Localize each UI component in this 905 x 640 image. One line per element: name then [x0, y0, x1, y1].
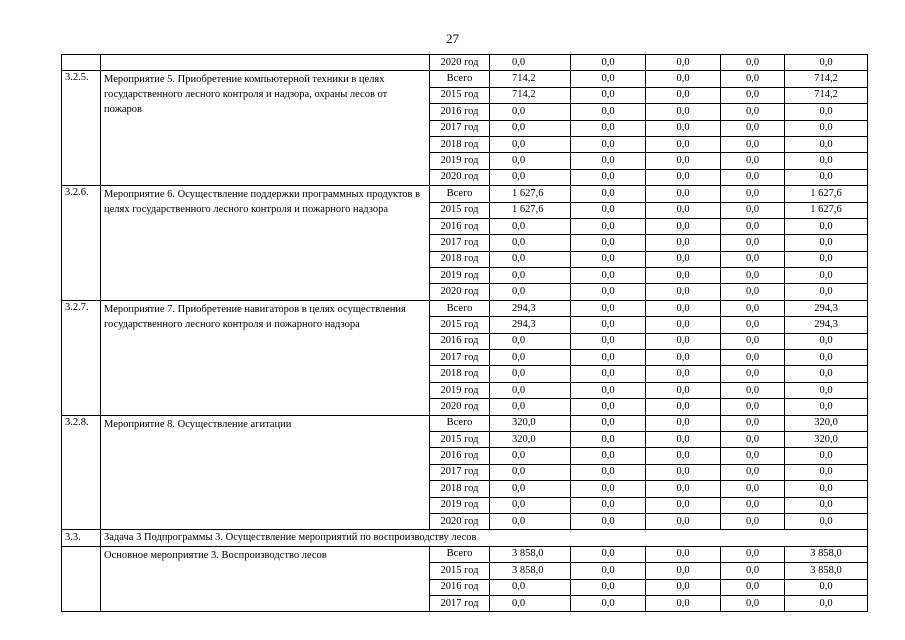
- value-cell: 0,0: [785, 464, 868, 480]
- code-cell: 3.2.7.: [62, 300, 101, 415]
- value-cell: 0,0: [785, 399, 868, 415]
- year-cell: 2017 год: [430, 235, 490, 251]
- value-cell: 0,0: [571, 268, 646, 284]
- value-cell: 294,3: [785, 317, 868, 333]
- value-cell: 0,0: [571, 431, 646, 447]
- table-row: [62, 186, 868, 202]
- value-cell: 0,0: [646, 300, 721, 316]
- value-cell: 0,0: [646, 235, 721, 251]
- value-cell: 0,0: [721, 481, 785, 497]
- value-cell: 0,0: [571, 399, 646, 415]
- value-cell: 0,0: [571, 350, 646, 366]
- year-cell: 2015 год: [430, 431, 490, 447]
- value-cell: 0,0: [646, 431, 721, 447]
- value-cell: 320,0: [785, 415, 868, 431]
- value-cell: 0,0: [721, 497, 785, 513]
- year-cell: 2017 год: [430, 350, 490, 366]
- year-cell: 2015 год: [430, 317, 490, 333]
- year-cell: 2020 год: [430, 169, 490, 185]
- value-cell: 0,0: [785, 55, 868, 71]
- value-cell: 0,0: [721, 350, 785, 366]
- value-cell: 0,0: [721, 87, 785, 103]
- value-cell: 0,0: [785, 382, 868, 398]
- value-cell: 0,0: [721, 153, 785, 169]
- value-cell: 0,0: [646, 464, 721, 480]
- value-cell: 0,0: [490, 513, 571, 529]
- value-cell: 1 627,6: [785, 202, 868, 218]
- value-cell: 0,0: [646, 186, 721, 202]
- year-cell: 2015 год: [430, 87, 490, 103]
- value-cell: 0,0: [571, 497, 646, 513]
- description-cell: Мероприятие 6. Осуществление поддержки программных продуктов в целях государственного лесного контроля и пожарного надзора: [101, 186, 430, 301]
- value-cell: 0,0: [571, 333, 646, 349]
- description-cell: Мероприятие 8. Осуществление агитации: [101, 415, 430, 530]
- value-cell: 0,0: [721, 366, 785, 382]
- value-cell: 0,0: [571, 546, 646, 562]
- value-cell: 0,0: [571, 71, 646, 87]
- value-cell: 0,0: [785, 218, 868, 234]
- task-row: [62, 530, 868, 546]
- value-cell: 1 627,6: [490, 202, 571, 218]
- value-cell: 0,0: [571, 382, 646, 398]
- value-cell: 0,0: [785, 481, 868, 497]
- code-cell: 3.2.6.: [62, 186, 101, 301]
- value-cell: 0,0: [721, 300, 785, 316]
- code-cell: 3.2.5.: [62, 71, 101, 186]
- value-cell: 0,0: [785, 448, 868, 464]
- value-cell: 0,0: [721, 333, 785, 349]
- value-cell: 0,0: [646, 268, 721, 284]
- value-cell: 0,0: [721, 579, 785, 595]
- value-cell: 0,0: [571, 464, 646, 480]
- year-cell: 2015 год: [430, 563, 490, 579]
- description-cell: Мероприятие 5. Приобретение компьютерной техники в целях государственного лесного контроля и надзора, охраны лесов от пожаров: [101, 71, 430, 186]
- value-cell: 0,0: [646, 251, 721, 267]
- value-cell: 0,0: [785, 153, 868, 169]
- value-cell: 0,0: [785, 579, 868, 595]
- value-cell: 0,0: [571, 317, 646, 333]
- value-cell: 0,0: [785, 513, 868, 529]
- value-cell: 0,0: [646, 104, 721, 120]
- year-cell: 2020 год: [430, 55, 490, 71]
- value-cell: 0,0: [721, 120, 785, 136]
- year-cell: 2019 год: [430, 382, 490, 398]
- value-cell: 0,0: [721, 235, 785, 251]
- value-cell: 0,0: [646, 350, 721, 366]
- value-cell: 0,0: [571, 153, 646, 169]
- value-cell: 0,0: [721, 218, 785, 234]
- value-cell: 0,0: [490, 595, 571, 611]
- value-cell: 0,0: [571, 563, 646, 579]
- year-cell: 2020 год: [430, 513, 490, 529]
- value-cell: 0,0: [721, 251, 785, 267]
- value-cell: 0,0: [571, 169, 646, 185]
- value-cell: 0,0: [721, 431, 785, 447]
- value-cell: 1 627,6: [490, 186, 571, 202]
- year-cell: 2018 год: [430, 481, 490, 497]
- description-cell: Основное мероприятие 3. Воспроизводство лесов: [101, 546, 430, 612]
- value-cell: 0,0: [785, 120, 868, 136]
- value-cell: 0,0: [490, 120, 571, 136]
- value-cell: 3 858,0: [490, 546, 571, 562]
- value-cell: 0,0: [490, 251, 571, 267]
- value-cell: 0,0: [490, 350, 571, 366]
- value-cell: 0,0: [785, 251, 868, 267]
- description-cell: [101, 55, 430, 71]
- value-cell: 3 858,0: [490, 563, 571, 579]
- table-body: [62, 55, 868, 612]
- value-cell: 0,0: [646, 563, 721, 579]
- value-cell: 0,0: [490, 366, 571, 382]
- value-cell: 0,0: [721, 448, 785, 464]
- table-row: [62, 300, 868, 316]
- year-cell: 2017 год: [430, 464, 490, 480]
- value-cell: 0,0: [721, 382, 785, 398]
- value-cell: 0,0: [490, 153, 571, 169]
- value-cell: 0,0: [721, 268, 785, 284]
- value-cell: 0,0: [721, 136, 785, 152]
- budget-table: [61, 54, 868, 612]
- table-row: [62, 415, 868, 431]
- value-cell: 0,0: [721, 595, 785, 611]
- value-cell: 0,0: [571, 202, 646, 218]
- value-cell: 0,0: [646, 202, 721, 218]
- year-cell: Всего: [430, 546, 490, 562]
- value-cell: 0,0: [490, 169, 571, 185]
- year-cell: 2019 год: [430, 268, 490, 284]
- value-cell: 0,0: [646, 546, 721, 562]
- year-cell: Всего: [430, 186, 490, 202]
- value-cell: 0,0: [571, 218, 646, 234]
- value-cell: 0,0: [571, 235, 646, 251]
- value-cell: 0,0: [571, 448, 646, 464]
- value-cell: 0,0: [721, 169, 785, 185]
- year-cell: 2020 год: [430, 284, 490, 300]
- value-cell: 0,0: [571, 136, 646, 152]
- value-cell: 0,0: [721, 399, 785, 415]
- year-cell: 2016 год: [430, 104, 490, 120]
- table-row: [62, 546, 868, 562]
- table-row: [62, 71, 868, 87]
- value-cell: 0,0: [490, 268, 571, 284]
- page-number: 27: [446, 31, 459, 46]
- value-cell: 0,0: [646, 317, 721, 333]
- value-cell: 0,0: [571, 481, 646, 497]
- value-cell: 714,2: [785, 71, 868, 87]
- value-cell: 0,0: [646, 497, 721, 513]
- value-cell: 0,0: [785, 136, 868, 152]
- value-cell: 0,0: [571, 186, 646, 202]
- year-cell: 2015 год: [430, 202, 490, 218]
- value-cell: 0,0: [646, 415, 721, 431]
- value-cell: 0,0: [646, 153, 721, 169]
- value-cell: 0,0: [490, 579, 571, 595]
- code-cell: 3.2.8.: [62, 415, 101, 530]
- task-title: Задача 3 Подпрограммы 3. Осуществление мероприятий по воспроизводству лесов: [101, 530, 868, 546]
- value-cell: 714,2: [490, 87, 571, 103]
- value-cell: 294,3: [785, 300, 868, 316]
- year-cell: 2016 год: [430, 218, 490, 234]
- value-cell: 0,0: [490, 284, 571, 300]
- value-cell: 0,0: [646, 448, 721, 464]
- value-cell: 0,0: [490, 464, 571, 480]
- value-cell: 0,0: [785, 268, 868, 284]
- value-cell: 714,2: [785, 87, 868, 103]
- value-cell: 0,0: [721, 546, 785, 562]
- value-cell: 0,0: [646, 136, 721, 152]
- code-cell: [62, 546, 101, 612]
- value-cell: 0,0: [646, 481, 721, 497]
- year-cell: Всего: [430, 415, 490, 431]
- value-cell: 0,0: [571, 415, 646, 431]
- value-cell: 0,0: [785, 366, 868, 382]
- value-cell: 0,0: [571, 87, 646, 103]
- value-cell: 0,0: [571, 366, 646, 382]
- value-cell: 0,0: [490, 481, 571, 497]
- value-cell: 0,0: [571, 104, 646, 120]
- value-cell: 0,0: [785, 497, 868, 513]
- value-cell: 0,0: [721, 71, 785, 87]
- value-cell: 0,0: [785, 169, 868, 185]
- description-cell: Мероприятие 7. Приобретение навигаторов в целях осуществления государственного лесного контроля и пожарного надзора: [101, 300, 430, 415]
- value-cell: 0,0: [571, 55, 646, 71]
- value-cell: 1 627,6: [785, 186, 868, 202]
- value-cell: 0,0: [490, 333, 571, 349]
- value-cell: 0,0: [490, 235, 571, 251]
- value-cell: 0,0: [646, 579, 721, 595]
- value-cell: 0,0: [785, 333, 868, 349]
- value-cell: 0,0: [490, 399, 571, 415]
- code-cell: [62, 55, 101, 71]
- value-cell: 0,0: [571, 513, 646, 529]
- year-cell: 2018 год: [430, 366, 490, 382]
- value-cell: 0,0: [721, 104, 785, 120]
- value-cell: 0,0: [571, 251, 646, 267]
- value-cell: 0,0: [721, 55, 785, 71]
- value-cell: 0,0: [646, 366, 721, 382]
- year-cell: Всего: [430, 71, 490, 87]
- value-cell: 0,0: [490, 136, 571, 152]
- value-cell: 0,0: [721, 202, 785, 218]
- value-cell: 0,0: [646, 218, 721, 234]
- value-cell: 0,0: [571, 120, 646, 136]
- value-cell: 0,0: [490, 497, 571, 513]
- value-cell: 0,0: [721, 284, 785, 300]
- value-cell: 0,0: [721, 563, 785, 579]
- value-cell: 0,0: [646, 333, 721, 349]
- value-cell: 0,0: [571, 595, 646, 611]
- value-cell: 0,0: [721, 317, 785, 333]
- value-cell: 0,0: [571, 300, 646, 316]
- value-cell: 0,0: [646, 513, 721, 529]
- value-cell: 0,0: [646, 399, 721, 415]
- value-cell: 0,0: [721, 513, 785, 529]
- value-cell: 0,0: [571, 579, 646, 595]
- value-cell: 0,0: [721, 186, 785, 202]
- value-cell: 294,3: [490, 317, 571, 333]
- value-cell: 0,0: [646, 120, 721, 136]
- year-cell: 2016 год: [430, 333, 490, 349]
- value-cell: 3 858,0: [785, 546, 868, 562]
- year-cell: Всего: [430, 300, 490, 316]
- value-cell: 320,0: [785, 431, 868, 447]
- value-cell: 0,0: [490, 104, 571, 120]
- value-cell: 0,0: [646, 71, 721, 87]
- value-cell: 0,0: [646, 382, 721, 398]
- year-cell: 2016 год: [430, 579, 490, 595]
- value-cell: 294,3: [490, 300, 571, 316]
- year-cell: 2017 год: [430, 120, 490, 136]
- value-cell: 0,0: [646, 169, 721, 185]
- value-cell: 0,0: [785, 595, 868, 611]
- value-cell: 320,0: [490, 431, 571, 447]
- year-cell: 2017 год: [430, 595, 490, 611]
- value-cell: 0,0: [721, 464, 785, 480]
- value-cell: 3 858,0: [785, 563, 868, 579]
- value-cell: 320,0: [490, 415, 571, 431]
- value-cell: 714,2: [490, 71, 571, 87]
- year-cell: 2016 год: [430, 448, 490, 464]
- value-cell: 0,0: [646, 87, 721, 103]
- value-cell: 0,0: [490, 448, 571, 464]
- value-cell: 0,0: [785, 284, 868, 300]
- code-cell: 3.3.: [62, 530, 101, 546]
- year-cell: 2018 год: [430, 251, 490, 267]
- value-cell: 0,0: [646, 595, 721, 611]
- value-cell: 0,0: [490, 382, 571, 398]
- value-cell: 0,0: [490, 55, 571, 71]
- value-cell: 0,0: [721, 415, 785, 431]
- year-cell: 2019 год: [430, 497, 490, 513]
- year-cell: 2019 год: [430, 153, 490, 169]
- year-cell: 2020 год: [430, 399, 490, 415]
- value-cell: 0,0: [646, 284, 721, 300]
- value-cell: 0,0: [490, 218, 571, 234]
- value-cell: 0,0: [571, 284, 646, 300]
- year-cell: 2018 год: [430, 136, 490, 152]
- value-cell: 0,0: [785, 350, 868, 366]
- table-row: [62, 55, 868, 71]
- value-cell: 0,0: [646, 55, 721, 71]
- value-cell: 0,0: [785, 104, 868, 120]
- value-cell: 0,0: [785, 235, 868, 251]
